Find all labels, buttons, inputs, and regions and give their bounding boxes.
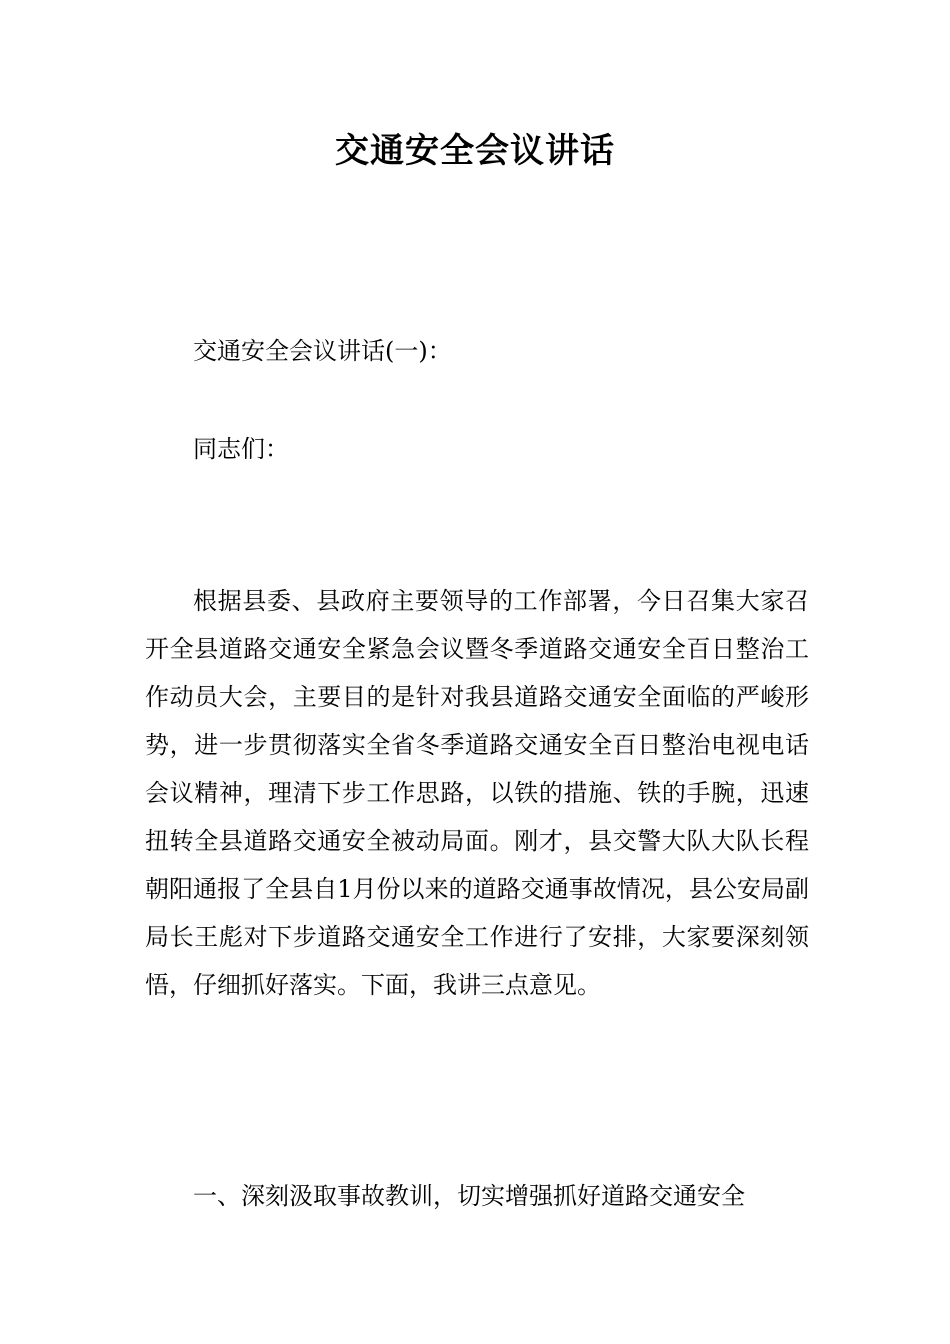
salutation: 同志们：	[193, 435, 289, 463]
body-paragraph: 根据县委、县政府主要领导的工作部署，今日召集大家召开全县道路交通安全紧急会议暨冬季道路交通安全百日整治工作动员大会，主要目的是针对我县道路交通安全面临的严峻形势，进一步贯彻落实全省冬季道路交通安全百日整治电视电话会议精神，理清下步工作思路，以铁的措施、铁的手腕，迅速扭转全县道路交通安全被动局面。刚才，县交警大队大队长程朝阳通报了全县自1月份以来的道路交通事故情况，县公安局副局长王彪对下步道路交通安全工作进行了安排，大家要深刻领悟，仔细抓好落实。下面，我讲三点意见。	[145, 587, 809, 999]
body-paragraph: 一、深刻汲取事故教训，切实增强抓好道路交通安全	[193, 1182, 745, 1210]
page-title: 交通安全会议讲话	[335, 131, 615, 171]
section-heading: 交通安全会议讲话(一)：	[193, 337, 452, 365]
